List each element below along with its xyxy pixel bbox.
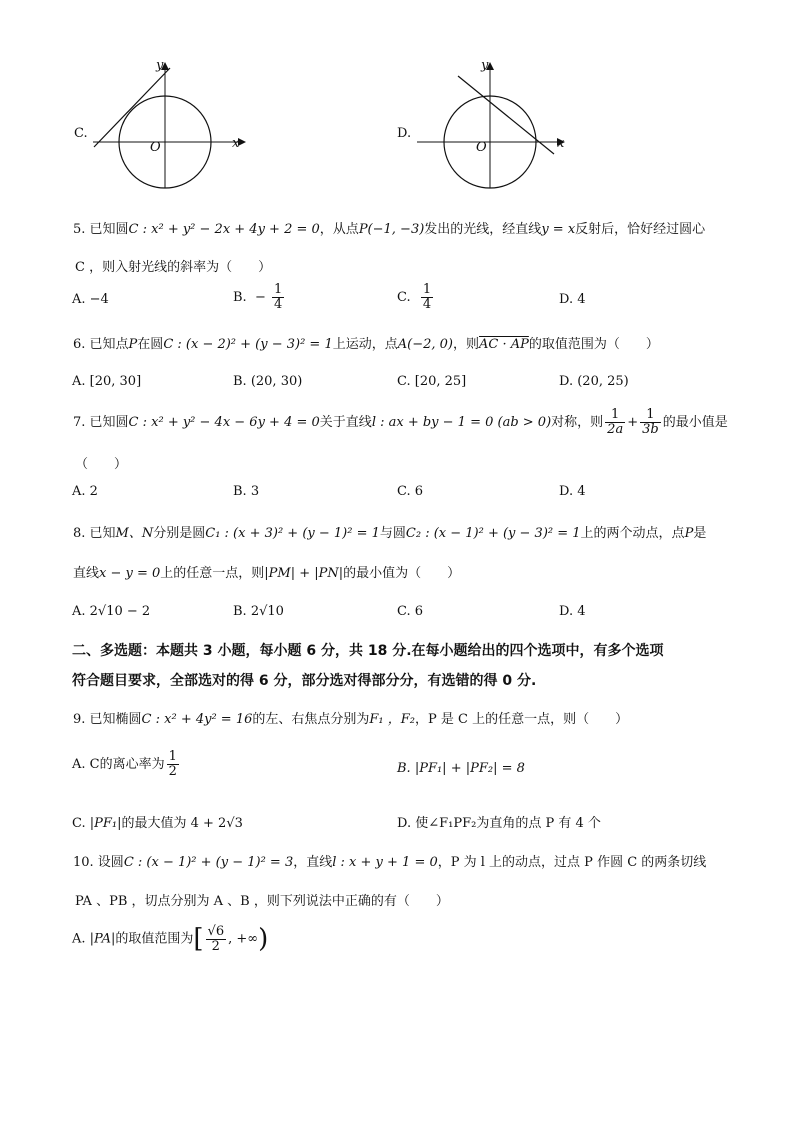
figure-c-y-label: y xyxy=(156,58,164,73)
q5-option-c: C. $\frac{1}{4}$ xyxy=(397,282,432,312)
q10-circle-eq: C : (x − 1)² + (y − 1)² = 3 xyxy=(123,855,294,870)
q6-vectors: AC · AP xyxy=(479,337,529,352)
q7-line1: 7. 已知圆C : x² + y² − 4x − 6y + 4 = 0关于直线l : ax + by − 1 = 0 (ab > 0)对称，则 $\frac{1}{2a}$ + $\frac{1}{3b}$ 的最小值是 xyxy=(73,407,728,437)
q6-option-a: A. [20, 30] xyxy=(72,374,142,389)
q7-fraction-1: $\frac{1}{2a}$ xyxy=(607,407,624,437)
q8-expr: |PM| + |PN| xyxy=(264,566,344,581)
q8-circle-c2: C₂ : (x − 1)² + (y − 3)² = 1 xyxy=(405,526,581,541)
q8-option-a: A. 2√10 − 2 xyxy=(72,604,151,619)
q8-line2: 直线x − y = 0上的任意一点，则|PM| + |PN|的最小值为（ ） xyxy=(73,566,461,581)
q7-option-b: B. 3 xyxy=(233,484,260,499)
q5-option-d: D. 4 xyxy=(559,292,586,307)
q9-option-d: D. 使∠F₁PF₂为直角的点 P 有 4 个 xyxy=(397,816,601,831)
q7-option-d: D. 4 xyxy=(559,484,586,499)
q5-option-c-fraction: $\frac{1}{4}$ xyxy=(422,282,432,312)
q7-line2: （ ） xyxy=(75,457,128,472)
figure-d-y-label: y xyxy=(481,58,489,73)
q5-option-b-fraction: $\frac{1}{4}$ xyxy=(274,282,283,312)
figure-d-origin: O xyxy=(476,140,487,155)
q7-circle-eq: C : x² + y² − 4x − 6y + 4 = 0 xyxy=(128,415,320,430)
q7-option-a: A. 2 xyxy=(72,484,98,499)
q8-line-eq: x − y = 0 xyxy=(99,566,161,581)
q8-option-c: C. 6 xyxy=(397,604,424,619)
q9-option-b: B. |PF₁| + |PF₂| = 8 xyxy=(397,761,525,776)
q5-point: P(−1, −3) xyxy=(358,222,425,237)
q5-line2: C ，则入射光线的斜率为（ ） xyxy=(75,260,272,275)
q8-circle-c1: C₁ : (x + 3)² + (y − 1)² = 1 xyxy=(205,526,380,541)
q8-line1: 8. 已知M、N分别是圆C₁ : (x + 3)² + (y − 1)² = 1与圆C₂ : (x − 1)² + (y − 3)² = 1上的两个动点，点P是 xyxy=(73,526,707,541)
q5-option-b: B. − $\frac{1}{4}$ xyxy=(233,282,283,312)
q9-option-a-fraction: $\frac{1}{2}$ xyxy=(168,749,177,779)
tangent-line xyxy=(94,68,170,147)
q5-option-a: A. −4 xyxy=(72,292,109,307)
q7-fraction-2: $\frac{1}{3b}$ xyxy=(642,407,659,437)
q5-circle-eq: C : x² + y² − 2x + 4y + 2 = 0 xyxy=(128,222,320,237)
section-2-heading-line1: 二、多选题：本题共 3 小题，每小题 6 分，共 18 分.在每小题给出的四个选项中，有多个选项 xyxy=(72,643,664,659)
q9-line: 9. 已知椭圆C : x² + 4y² = 16的左、右焦点分别为F₁ ，F₂，P 是 C 上的任意一点，则（ ） xyxy=(73,712,629,727)
q5-option-b-sign: − xyxy=(254,290,266,305)
q10-line-eq: l : x + y + 1 = 0 xyxy=(332,855,438,870)
figure-c xyxy=(88,58,248,190)
q6-point: A(−2, 0) xyxy=(397,337,453,352)
figure-d xyxy=(412,58,572,190)
q7-option-c: C. 6 xyxy=(397,484,424,499)
q5-mid: ，从点 xyxy=(319,222,359,237)
q5-line1 xyxy=(73,218,705,237)
figure-d-label: D. xyxy=(397,126,412,141)
q6-option-b: B. (20, 30) xyxy=(233,374,303,389)
q8-option-b: B. 2√10 xyxy=(233,604,284,619)
q10-line2: PA 、PB ，切点分别为 A 、B ，则下列说法中正确的有（ ） xyxy=(75,894,449,909)
q5-suffix: 反射后，恰好经过圆心 xyxy=(575,222,706,237)
q9-foci: F₁ ，F₂ xyxy=(369,712,415,727)
q6-option-c: C. [20, 25] xyxy=(397,374,467,389)
q10-option-a-fraction: $\frac{√6}{2}$ xyxy=(207,923,225,954)
section-2-heading-line2: 符合题目要求，全部选对的得 6 分，部分选对得部分分，有选错的得 0 分. xyxy=(72,673,537,689)
q9-ellipse-eq: C : x² + 4y² = 16 xyxy=(141,712,253,727)
q9-option-c: C. |PF₁|的最大值为 4 + 2√3 xyxy=(72,816,243,831)
q5-mid2: 发出的光线，经直线 xyxy=(424,222,542,237)
q6-line: 6. 已知点P在圆C : (x − 2)² + (y − 3)² = 1上运动，点A(−2, 0)，则AC · AP的取值范围为（ ） xyxy=(73,337,659,352)
q6-circle-eq: C : (x − 2)² + (y − 3)² = 1 xyxy=(163,337,333,352)
q5-prefix: 5. 已知圆 xyxy=(73,222,129,237)
figure-c-label: C. xyxy=(74,126,88,141)
figure-c-x-label: x xyxy=(232,136,240,151)
q10-line1: 10. 设圆C : (x − 1)² + (y − 1)² = 3，直线l : x + y + 1 = 0，P 为 l 上的动点，过点 P 作圆 C 的两条切线 xyxy=(73,855,707,870)
q8-option-d: D. 4 xyxy=(559,604,586,619)
q9-option-a: A. C的离心率为 $\frac{1}{2}$ xyxy=(72,749,177,779)
q5-line: y = x xyxy=(541,222,576,237)
figure-c-origin: O xyxy=(150,140,161,155)
figure-d-x-label: x xyxy=(557,136,565,151)
q7-line-eq: l : ax + by − 1 = 0 (ab > 0) xyxy=(371,415,552,430)
q6-option-d: D. (20, 25) xyxy=(559,374,629,389)
q10-option-a: A. |PA|的取值范围为[ $\frac{√6}{2}$ , +∞) xyxy=(72,923,269,954)
